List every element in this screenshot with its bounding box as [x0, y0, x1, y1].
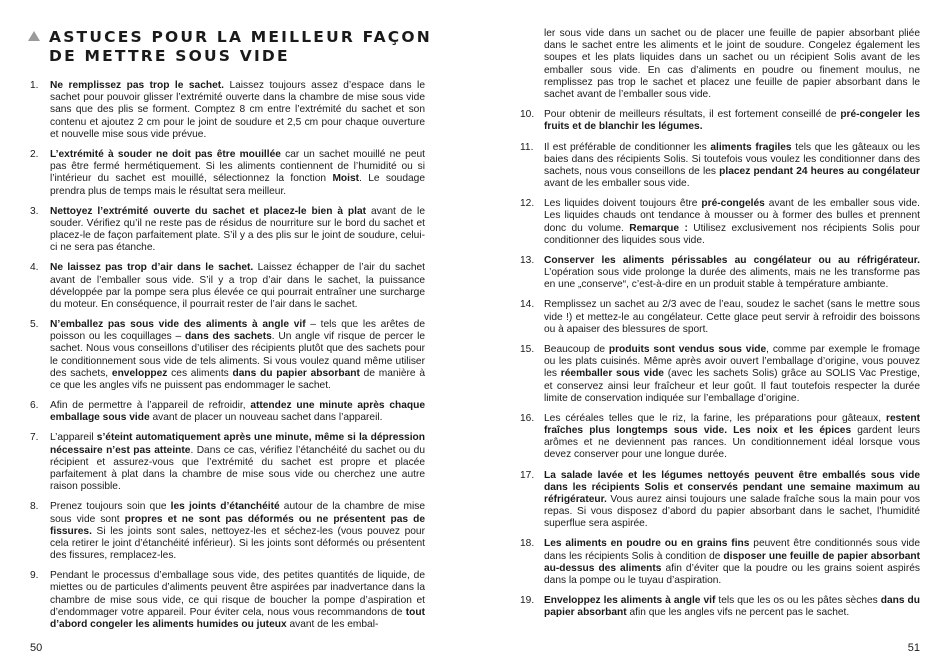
- triangle-icon: [28, 31, 40, 41]
- tip-number: 11.: [520, 141, 534, 153]
- bold-text: dans du papier absorbant: [544, 595, 920, 619]
- text: (avec les sachets Solis) grâce au SOLIS Vac Prestige, et conservez ainsi leur fraîcheur et leur goût. Il faut toutefois respecter la durée limite de conservation indiquée sur l’emballage d’origine.: [544, 368, 921, 404]
- tip-text: [544, 538, 920, 586]
- bold-text: aliments fragiles: [710, 141, 792, 153]
- tip-text: [50, 501, 425, 561]
- tip-number: 18.: [520, 538, 535, 550]
- bold-text: dans du papier absorbant: [232, 367, 360, 379]
- text: tels que les gâteaux ou les baies dans des récipients Solis. Si toutefois vous voulez les conditionner dans des sachets, nous vous conseillons de les: [544, 141, 921, 177]
- page-number-right: 51: [907, 642, 920, 654]
- text: Les céréales telles que le riz, la farine, les préparations pour gâteaux,: [544, 412, 887, 424]
- title-line-1: ASTUCES POUR LA MEILLEUR FAÇON: [49, 28, 432, 46]
- bold-text: les joints d’étanchéité: [170, 501, 280, 513]
- text: Afin de permettre à l’appareil de refroidir,: [50, 400, 251, 412]
- text: Vous aurez ainsi toujours une salade fraîche sous la main pour vos repas. Si vous disposez d’abord du papier absorbant dans le sachet, l’humidité superflue sera aspirée.: [544, 493, 920, 530]
- text: Les liquides doivent toujours être: [544, 198, 702, 210]
- tip-text: [544, 299, 920, 334]
- tip-number: 1.: [30, 80, 39, 91]
- tip-text: [50, 262, 425, 310]
- text: gardent leurs arômes et ne deviennent pas rances. Un conditionnement idéal lorsque vous devez conserver pour une longue durée.: [544, 425, 920, 461]
- tip-number: 15.: [520, 343, 535, 355]
- tip-item: [30, 206, 425, 255]
- text: de manière à ce que les angles vifs ne puissent pas endommager le sachet.: [50, 367, 425, 392]
- text: Si les joints sont sales, nettoyez-les et séchez-les (vous pouvez pour cela retirer le joint d’étanchéité inférieur). Si les joints sont déformés ou présentent des fissures, remplacez-les.: [50, 525, 425, 562]
- page-number-left: 50: [30, 642, 43, 654]
- bold-text: s’éteint automatiquement après une minute, même si la dépression nécessaire n’est pas atteinte: [50, 432, 425, 456]
- tip-item: [520, 255, 920, 292]
- tip-item: [30, 501, 425, 562]
- tip-item: [520, 595, 920, 619]
- text: , comme par exemple le fromage ou les plats cuisinés. Même après avoir ouvert l’emballage d’origine, vous pouvez les: [544, 343, 920, 380]
- text: avant de le souder. Vérifiez qu’il ne reste pas de résidus de nourriture sur le bord du sachet et placez-le de façon parfaitement plate. S’il y a des plis sur le joint de soudure, celui-ci ne sera pas étanche.: [50, 205, 425, 254]
- text: afin d’éviter que la poudre ou les grains soient aspirés dans la pompe ou le tuyau d’aspiration.: [544, 562, 920, 587]
- text: . Dans ce cas, vérifiez l’étanchéité du sachet ou du récipient et assurez-vous que l’extrémité du sachet est propre et placée parfaitement à plat dans la chambre de mise sous vide ou cherchez une autre raison possible.: [50, 444, 425, 493]
- bold-text: Remarque :: [629, 222, 688, 234]
- bold-text: propres et ne sont pas déformés ou ne présentent pas de fissures.: [50, 513, 425, 537]
- text: peuvent être conditionnés sous vide dans les récipients Solis à condition de: [544, 538, 920, 562]
- tip-text: [544, 470, 920, 530]
- bold-text: N’emballez pas sous vide des aliments à angle vif: [50, 319, 306, 331]
- tip-item: [520, 344, 920, 405]
- tip-number: 14.: [520, 299, 535, 311]
- text: Prenez toujours soin que: [50, 501, 171, 513]
- text: car un sachet mouillé ne peut pas être fermé hermétiquement. Si les aliments contiennent de l’humidité ou si l’intérieur du sachet est mouillé, sélectionnez la fonction: [50, 148, 425, 185]
- text: avant de les emballer sous vide.: [544, 178, 690, 190]
- bold-text: attendez une minute après chaque emballage sous vide: [50, 400, 425, 424]
- text: Pour obtenir de meilleurs résultats, il est fortement conseillé de: [544, 109, 841, 121]
- text: afin que les angles vifs ne percent pas le sachet.: [626, 607, 850, 619]
- text: tels que les os ou les pâtes sèches: [715, 595, 881, 607]
- bold-text: Conserver les aliments périssables au congélateur ou au réfrigérateur.: [544, 254, 920, 266]
- tip-item: [520, 109, 920, 133]
- text: L’appareil: [50, 432, 97, 444]
- tip-text: [50, 570, 425, 630]
- tip-number: 17.: [520, 469, 535, 481]
- text: avant de les emballer sous vide. Les liquides chauds ont tendance à mousser ou à former des bulles et prennent donc du volume.: [544, 198, 920, 234]
- tip-number: 13.: [520, 254, 535, 266]
- text: autour de la chambre de mise sous vide sont: [50, 501, 426, 525]
- tip-item: [520, 470, 920, 531]
- tip-text: [50, 206, 425, 254]
- bold-text: Les aliments en poudre ou en grains fins: [544, 538, 750, 550]
- tip-number: 12.: [520, 198, 535, 210]
- tip-number: 4.: [30, 262, 39, 274]
- bold-text: L’extrémité à souder ne doit pas être mouillée: [50, 148, 281, 160]
- text: avant de les embal-: [286, 619, 379, 631]
- bold-text: pré-congelés: [701, 198, 765, 210]
- tip-item: [30, 262, 425, 311]
- bold-text: produits sont vendus sous vide: [608, 343, 767, 355]
- tip-item: [520, 538, 920, 587]
- tip-number: 8.: [30, 501, 39, 513]
- tip-text: [544, 595, 920, 618]
- tip-item: [520, 413, 920, 462]
- tip-text: [50, 149, 425, 197]
- bold-text: réemballer sous vide: [560, 368, 664, 380]
- text: Laissez échapper de l’air du sachet avant de l’emballer sous vide. S’il y a trop d’air dans le sachet, la puissance développée par la pompe sera plus élevée ce qui pourrait entraîner une surcharge du moteur. En conséquence, il pourrait rester de l’air dans le sachet.: [50, 262, 425, 310]
- tip-item: [30, 319, 425, 392]
- tip-text: [544, 198, 920, 246]
- bold-text: La salade lavée et les légumes nettoyés peuvent être emballés sous vide dans les récipients Solis et conservés pendant une semaine maximum au réfrigérateur.: [544, 469, 920, 505]
- text: – tels que les arêtes de poisson ou les coquillages –: [50, 319, 426, 343]
- right-page: [475, 0, 950, 660]
- title-line-2: DE METTRE SOUS VIDE: [49, 47, 290, 65]
- tip-text: [544, 142, 920, 190]
- tip-number: 10.: [520, 109, 535, 121]
- tip-text: [544, 109, 920, 132]
- tip-text: [50, 80, 425, 140]
- tip-item: [520, 198, 920, 247]
- bold-text: disposer une feuille de papier absorbant au-dessus des aliments: [544, 550, 920, 574]
- tip-text: [544, 255, 920, 290]
- text: Remplissez un sachet au 2/3 avec de l’eau, soudez le sachet (sans le mettre sous vide !) et mettez-le au congélateur. Cette glace peut servir à refroidir des boissons ou à apaiser des blessures de sport.: [544, 299, 920, 335]
- tip-text: [50, 400, 425, 423]
- bold-text: tout d’abord congeler les aliments humides ou juteux: [50, 606, 425, 631]
- tip-item: [30, 570, 425, 631]
- tip-number: 9.: [30, 570, 39, 582]
- text: Pendant le processus d’emballage sous vide, des petites quantités de liquide, de miettes ou de particules d’aliments peuvent être aspirées par inadvertance dans la chambre de mise sous vide, ce qui risque de boucher la pompe d’aspiration et d’endommager votre appareil. Pour éviter cela, nous vous recommandons de: [50, 570, 425, 618]
- text: ler sous vide dans un sachet ou de placer une feuille de papier absorbant pliée dans le sachet entre les aliments et le joint de soudure. Congelez également les soupes et les plats liquides dans un sachet ou un récipient Solis avant de les emballer sous vide. En cas d’aliments en poudre ou finement moulus, ne remplissez pas trop le sachet et placez une feuille de papier absorbant dans le sachet avant de l’emballer sous vide.: [544, 28, 920, 101]
- bold-text: Ne remplissez pas trop le sachet.: [50, 80, 224, 91]
- tip-text: [544, 344, 920, 404]
- text: ces aliments: [167, 367, 233, 379]
- text: avant de placer un nouveau sachet dans l’appareil.: [149, 412, 383, 424]
- tip-item: [520, 142, 920, 191]
- text: . Le soudage prendra plus de temps mais le résultat sera meilleur.: [50, 173, 425, 197]
- text: L’opération sous vide prolonge la durée des aliments, mais ne les transforme pas en une „conserve“, c’est-à-dire en un produit stable à température ambiante.: [544, 267, 920, 291]
- tip-text: [544, 413, 920, 461]
- tip-number: 3.: [30, 205, 39, 217]
- bold-text: Ne laissez pas trop d’air dans le sachet.: [50, 262, 254, 274]
- bold-text: restent fraîches plus longtemps sous vide. Les noix et les épices: [544, 412, 920, 437]
- text: Utilisez exclusivement nos récipients Solis pour conditionner des liquides sous vide.: [544, 222, 921, 246]
- bold-text: placez pendant 24 heures au congélateur: [719, 165, 920, 177]
- text: Laissez toujours assez d’espace dans le sachet pour pouvoir glisser l’extrémité ouverte dans la chambre de mise sous vide sans que des plis se forment. Comptez 8 cm entre l’extrémité du sachet et son contenu et ajoutez 2 cm pour le joint de soudure et 2,5 cm pour chaque ouverture et nouvelle mise sous vide prévue.: [50, 80, 425, 140]
- tip-item: [30, 400, 425, 424]
- page-title: [28, 28, 448, 66]
- tip-text: [50, 319, 425, 391]
- bold-text: enveloppez: [111, 367, 168, 379]
- tip-number: 6.: [30, 400, 39, 412]
- text: . Un angle vif risque de percer le sachet. Nous vous conseillons d’utiliser des récipients plutôt que des sachets pour le conditionnement sous vide de tels aliments. Si vous voulez quand même utiliser des sachets,: [50, 331, 425, 379]
- tip-number: 7.: [30, 432, 39, 444]
- tips-list-left: [30, 80, 425, 639]
- tip-number: 19.: [520, 595, 535, 607]
- tip-number: 2.: [30, 148, 39, 160]
- text: Beaucoup de: [544, 343, 609, 355]
- text: Il est préférable de conditionner les: [544, 141, 711, 153]
- tip-text: [50, 432, 425, 492]
- tip-item: [30, 432, 425, 493]
- tip-item: [520, 299, 920, 336]
- tip-number: 5.: [30, 319, 39, 331]
- bold-text: Nettoyez l’extrémité ouverte du sachet et placez-le bien à plat: [50, 205, 367, 217]
- tips-list-right: [520, 0, 920, 627]
- bold-text: pré-congeler les fruits et de blanchir les légumes.: [544, 109, 920, 133]
- tip-number: 16.: [520, 412, 535, 424]
- bold-text: dans des sachets: [184, 331, 272, 343]
- tip-item: [30, 80, 425, 141]
- bold-text: Moist: [332, 173, 360, 185]
- tip-continuation: [520, 28, 920, 101]
- tip-item: [30, 149, 425, 198]
- bold-text: Enveloppez les aliments à angle vif: [544, 595, 716, 607]
